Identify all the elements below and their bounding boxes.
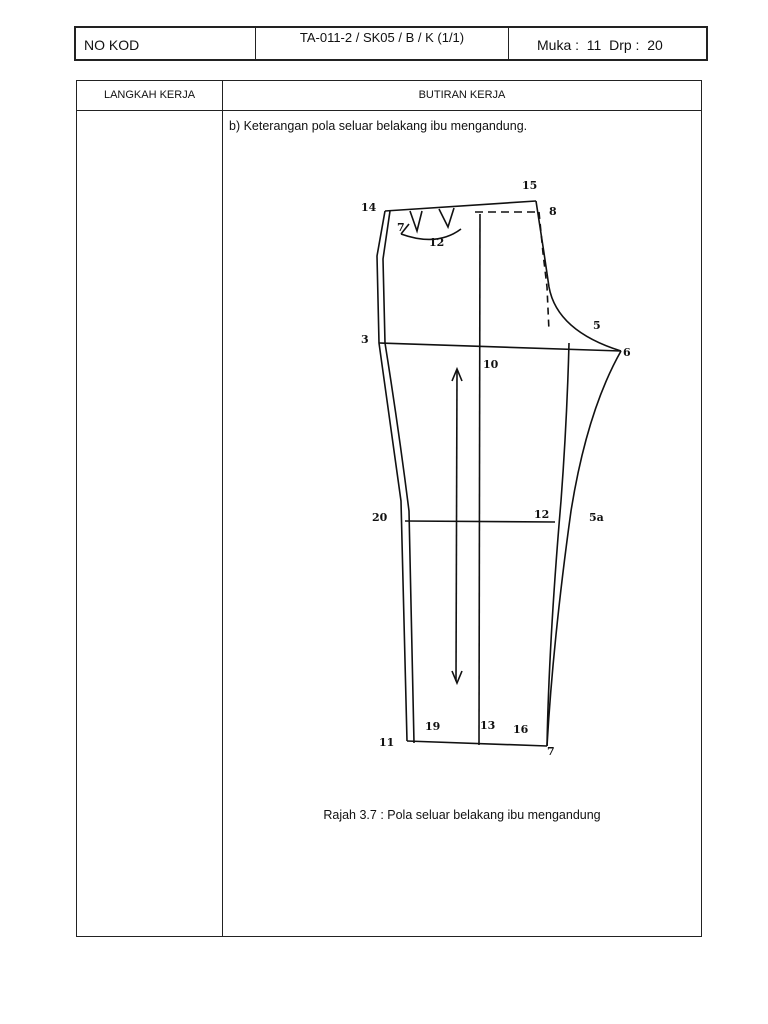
point-6: 6 [623, 346, 631, 359]
col-header-butiran-kerja: BUTIRAN KERJA [418, 89, 506, 101]
point-12-top: 12 [429, 236, 445, 249]
point-15: 15 [522, 179, 538, 192]
page-info-cell [509, 28, 706, 59]
section-subtitle: b) Keterangan pola seluar belakang ibu mengandung. [229, 119, 528, 133]
document-code: TA-011-2 / SK05 / B / K (1/1) [299, 30, 465, 45]
figure-caption: Rajah 3.7 : Pola seluar belakang ibu mengandung [323, 808, 601, 822]
point-20: 20 [372, 511, 388, 524]
point-8: 8 [549, 205, 557, 218]
point-5: 5 [593, 319, 601, 332]
code-cell [256, 28, 509, 59]
pattern-outline [377, 201, 621, 746]
col-header-langkah-kerja: LANGKAH KERJA [103, 89, 196, 101]
no-kod-label: NO KOD [84, 37, 140, 53]
point-7: 7 [547, 745, 555, 758]
point-14: 14 [361, 201, 377, 214]
trouser-pattern-figure [77, 81, 703, 801]
document-header [74, 26, 708, 61]
point-13: 13 [480, 719, 496, 732]
work-table [76, 80, 702, 937]
point-11: 11 [379, 736, 395, 749]
point-7-top: 7 [397, 221, 405, 234]
point-3: 3 [361, 333, 369, 346]
point-5a: 5a [589, 511, 604, 524]
point-16: 16 [513, 723, 529, 736]
point-19: 19 [425, 720, 441, 733]
no-kod-cell [76, 28, 256, 59]
page-info: Muka : 11 Drp : 20 [537, 37, 663, 53]
point-10: 10 [483, 358, 499, 371]
point-12: 12 [534, 508, 550, 521]
point-labels [361, 179, 631, 758]
